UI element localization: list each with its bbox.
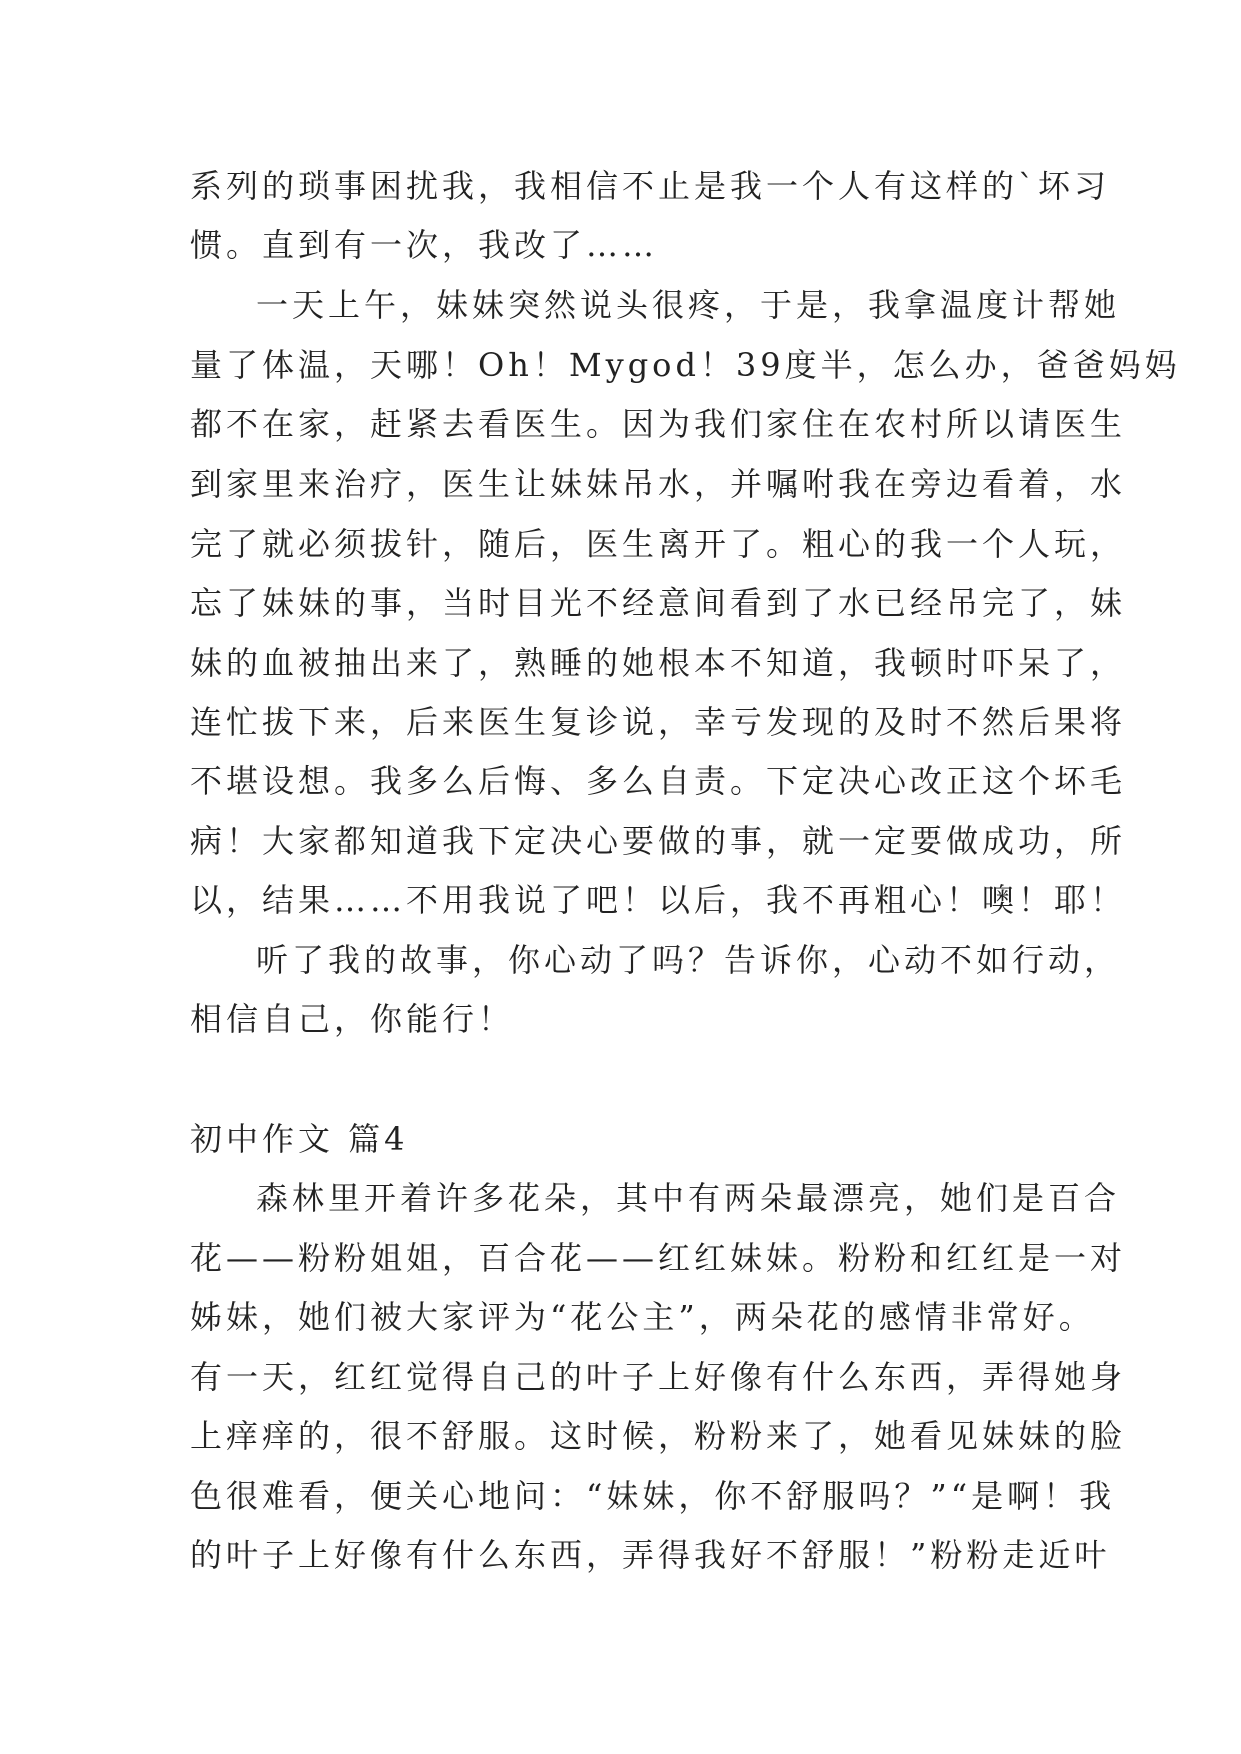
text-line: 完了就必须拔针，随后，医生离开了。粗心的我一个人玩，	[190, 525, 1127, 563]
text-line: 有一天，红红觉得自己的叶子上好像有什么东西，弄得她身	[190, 1358, 1127, 1396]
text-line: 听了我的故事，你心动了吗？告诉你，心动不如行动，	[256, 941, 1121, 979]
text-line: 量了体温，天哪！Oh！Mygod！39度半，怎么办，爸爸妈妈	[190, 346, 1181, 384]
text-line: 的叶子上好像有什么东西，弄得我好不舒服！”粉粉走近叶	[190, 1536, 1111, 1574]
text-line: 连忙拔下来，后来医生复诊说，幸亏发现的及时不然后果将	[190, 703, 1127, 741]
text-line: 到家里来治疗，医生让妹妹吊水，并嘱咐我在旁边看着，水	[190, 465, 1127, 503]
text-line: 以，结果……不用我说了吧！以后，我不再粗心！噢！耶！	[190, 881, 1127, 919]
text-line: 姊妹，她们被大家评为“花公主”，两朵花的感情非常好。	[190, 1298, 1095, 1336]
text-line: 都不在家，赶紧去看医生。因为我们家住在农村所以请医生	[190, 405, 1127, 443]
text-line: 上痒痒的，很不舒服。这时候，粉粉来了，她看见妹妹的脸	[190, 1417, 1127, 1455]
text-line: 一天上午，妹妹突然说头很疼，于是，我拿温度计帮她	[256, 286, 1121, 324]
text-line: 相信自己，你能行！	[190, 1000, 515, 1038]
text-line: 色很难看，便关心地问：“妹妹，你不舒服吗？”“是啊！我	[190, 1477, 1116, 1515]
text-line: 不堪设想。我多么后悔、多么自责。下定决心改正这个坏毛	[190, 762, 1127, 800]
text-line: 森林里开着许多花朵，其中有两朵最漂亮，她们是百合	[256, 1179, 1121, 1217]
text-line: 系列的琐事困扰我，我相信不止是我一个人有这样的`坏习	[190, 167, 1111, 205]
text-line: 忘了妹妹的事，当时目光不经意间看到了水已经吊完了，妹	[190, 584, 1127, 622]
text-line: 病！大家都知道我下定决心要做的事，就一定要做成功，所	[190, 822, 1127, 860]
text-line: 惯。直到有一次，我改了……	[190, 226, 659, 264]
text-line: 花——粉粉姐姐，百合花——红红妹妹。粉粉和红红是一对	[190, 1239, 1127, 1277]
text-line: 妹的血被抽出来了，熟睡的她根本不知道，我顿时吓呆了，	[190, 644, 1127, 682]
section-heading: 初中作文 篇4	[190, 1120, 409, 1158]
